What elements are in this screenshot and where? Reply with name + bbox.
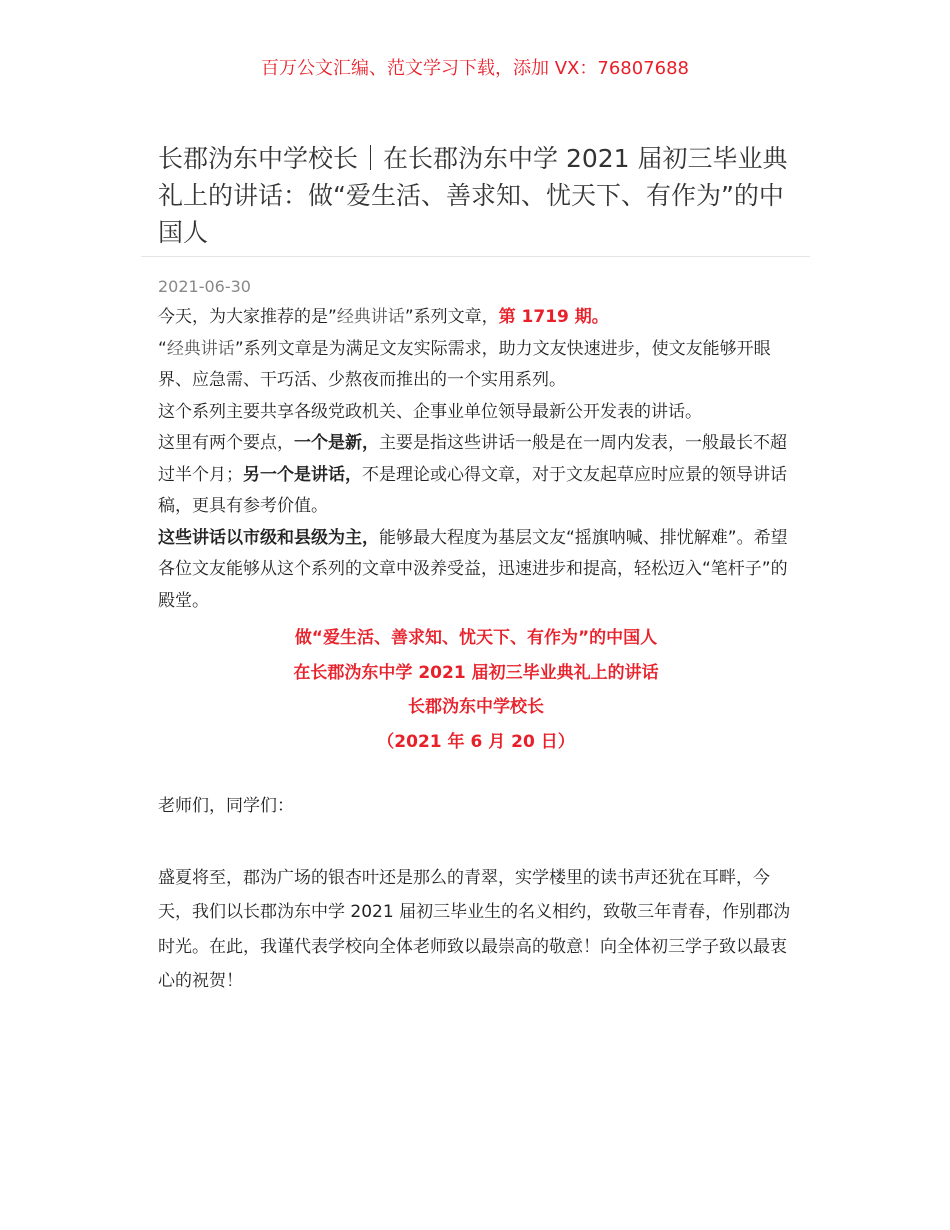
intro-paragraph-5 [158,523,794,618]
speaker: 长郡沩东中学校长 [408,697,544,717]
intro-text: ”系列文章是为满足文友实际需求，助力文友快速进步，使文友能够开眼界、应急需、干巧活、少熬夜而推出的一个实用系列。 [158,338,771,390]
intro-text: ”系列文章， [404,307,499,327]
article-title: 长郡沩东中学校长｜在长郡沩东中学 2021 届初三毕业典礼上的讲话：做“爱生活、善求知、忧天下、有作为”的中国人 [158,144,788,247]
intro-paragraph-4 [158,428,794,523]
speech-header [158,621,794,759]
point-two: 另一个是讲话， [243,464,362,485]
series-name: 经典讲话 [166,338,235,359]
intro-paragraph-2 [158,334,794,397]
intro-text: 今天，为大家推荐的是” [158,307,337,327]
speech-paragraph-1: 盛夏将至，郡沩广场的银杏叶还是那么的青翠，实学楼里的读书声还犹在耳畔，今天，我们以长郡沩东中学 2021 届初三毕业生的名义相约，致敬三年青春，作别郡沩时光。在此，我谨代表学校向全体老师致以最崇高的敬意！向全体初三学子致以最衷心的祝贺！ [158,867,791,991]
title-divider [141,256,810,257]
speech-subtitle: 在长郡沩东中学 2021 届初三毕业典礼上的讲话 [293,662,659,683]
speech-greeting: 老师们，同学们： [158,796,294,816]
issue-number: 第 1719 期。 [498,307,609,327]
promo-banner: 百万公文汇编、范文学习下载，添加 VX：76807688 [261,58,689,79]
intro-paragraph-1 [158,302,794,334]
intro-text: 不是理论或心得文章，对于文友起草应时应景的领导讲话稿，更具有参考价值。 [158,464,787,516]
focus-statement: 这些讲话以市级和县级为主， [158,527,379,548]
intro-text: “ [158,338,167,359]
series-name: 经典讲话 [336,307,405,327]
intro-paragraph-3: 这个系列主要共享各级党政机关、企事业单位领导最新公开发表的讲话。 [158,401,702,422]
speech-date: （2021 年 6 月 20 日） [377,731,575,752]
publish-date: 2021-06-30 [158,277,251,296]
intro-text: 能够最大程度为基层文友“摇旗呐喊、排忧解难”。希望各位文友能够从这个系列的文章中汲养受益，迅速进步和提高，轻松迈入“笔杆子”的殿堂。 [158,527,788,611]
article-body [158,302,794,999]
intro-text: 主要是指这些讲话一般是在一周内发表，一般最长不超过半个月； [158,433,787,485]
point-one: 一个是新， [294,433,379,453]
intro-text: 这里有两个要点， [158,433,294,453]
speech-title: 做“爱生活、善求知、忧天下、有作为”的中国人 [294,628,658,648]
